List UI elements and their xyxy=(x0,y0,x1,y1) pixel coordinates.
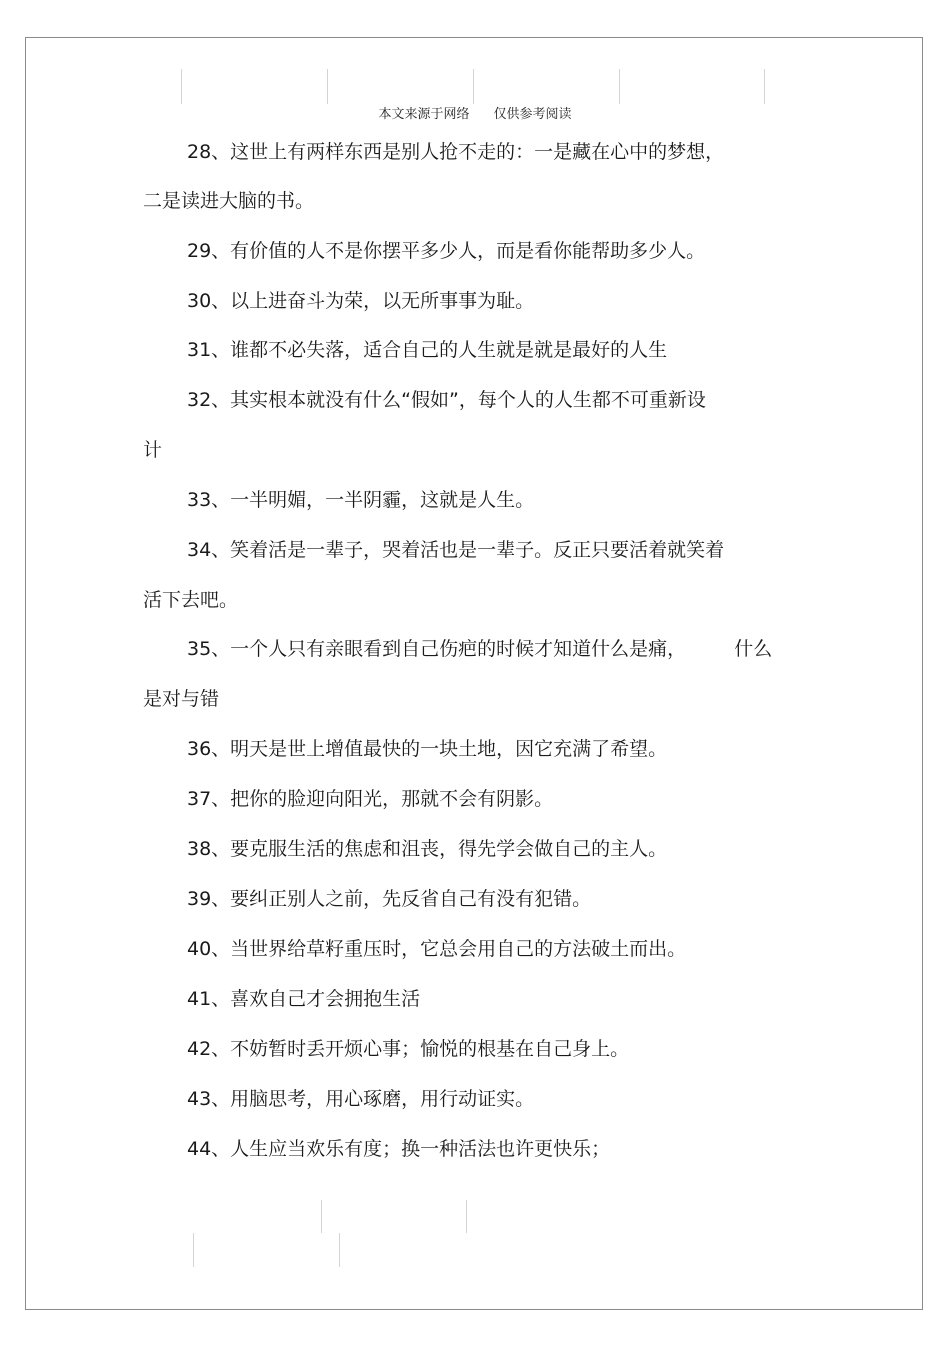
quote-35-line-1 xyxy=(0,637,950,661)
top-divider-2 xyxy=(327,69,328,104)
top-divider-3 xyxy=(473,69,474,104)
quote-29: 29、有价值的人不是你摆平多少人，而是看你能帮助多少人。 xyxy=(187,240,706,262)
page-header xyxy=(0,103,950,122)
quote-32-line-1: 32、其实根本就没有什么“假如”，每个人的人生都不可重新设 xyxy=(187,389,706,411)
quote-44: 44、人生应当欢乐有度；换一种活法也许更快乐； xyxy=(187,1138,611,1160)
quote-40: 40、当世界给草籽重压时，它总会用自己的方法破土而出。 xyxy=(187,938,687,960)
quote-43: 43、用脑思考，用心琢磨，用行动证实。 xyxy=(187,1088,535,1110)
quote-36: 36、明天是世上增值最快的一块土地，因它充满了希望。 xyxy=(187,738,668,760)
top-divider-5 xyxy=(764,69,765,104)
quote-35-line-2: 是对与错 xyxy=(143,688,220,710)
bottom-divider-4 xyxy=(339,1233,340,1267)
quote-38: 38、要克服生活的焦虑和沮丧，得先学会做自己的主人。 xyxy=(187,838,668,860)
quote-39: 39、要纠正别人之前，先反省自己有没有犯错。 xyxy=(187,888,592,910)
quote-35-main: 35、一个人只有亲眼看到自己伤疤的时候才知道什么是痛， xyxy=(187,638,687,660)
quote-31: 31、谁都不必失落，适合自己的人生就是就是最好的人生 xyxy=(187,339,668,361)
quote-33: 33、一半明媚，一半阴霾，这就是人生。 xyxy=(187,489,535,511)
quote-37: 37、把你的脸迎向阳光，那就不会有阴影。 xyxy=(187,788,554,810)
bottom-divider-1 xyxy=(321,1200,322,1233)
bottom-divider-2 xyxy=(466,1200,467,1233)
quote-34-line-1: 34、笑着活是一辈子，哭着活也是一辈子。反正只要活着就笑着 xyxy=(187,539,725,561)
source-note: 本文来源于网络 xyxy=(378,107,470,122)
top-divider-1 xyxy=(181,69,182,104)
quote-28-line-2: 二是读进大脑的书。 xyxy=(143,190,315,212)
quote-32-line-2: 计 xyxy=(143,439,163,461)
quote-42: 42、不妨暂时丢开烦心事；愉悦的根基在自己身上。 xyxy=(187,1038,630,1060)
page-border xyxy=(25,37,923,1310)
quote-28-line-1: 28、这世上有两样东西是别人抢不走的：一是藏在心中的梦想， xyxy=(187,141,725,163)
quote-34-line-2: 活下去吧。 xyxy=(143,589,239,611)
top-divider-4 xyxy=(619,69,620,104)
quote-35-tail: 什么 xyxy=(734,638,773,660)
quote-30: 30、以上进奋斗为荣，以无所事事为耻。 xyxy=(187,290,535,312)
reference-note: 仅供参考阅读 xyxy=(493,107,572,122)
quote-41: 41、喜欢自己才会拥抱生活 xyxy=(187,988,421,1010)
bottom-divider-3 xyxy=(193,1233,194,1267)
